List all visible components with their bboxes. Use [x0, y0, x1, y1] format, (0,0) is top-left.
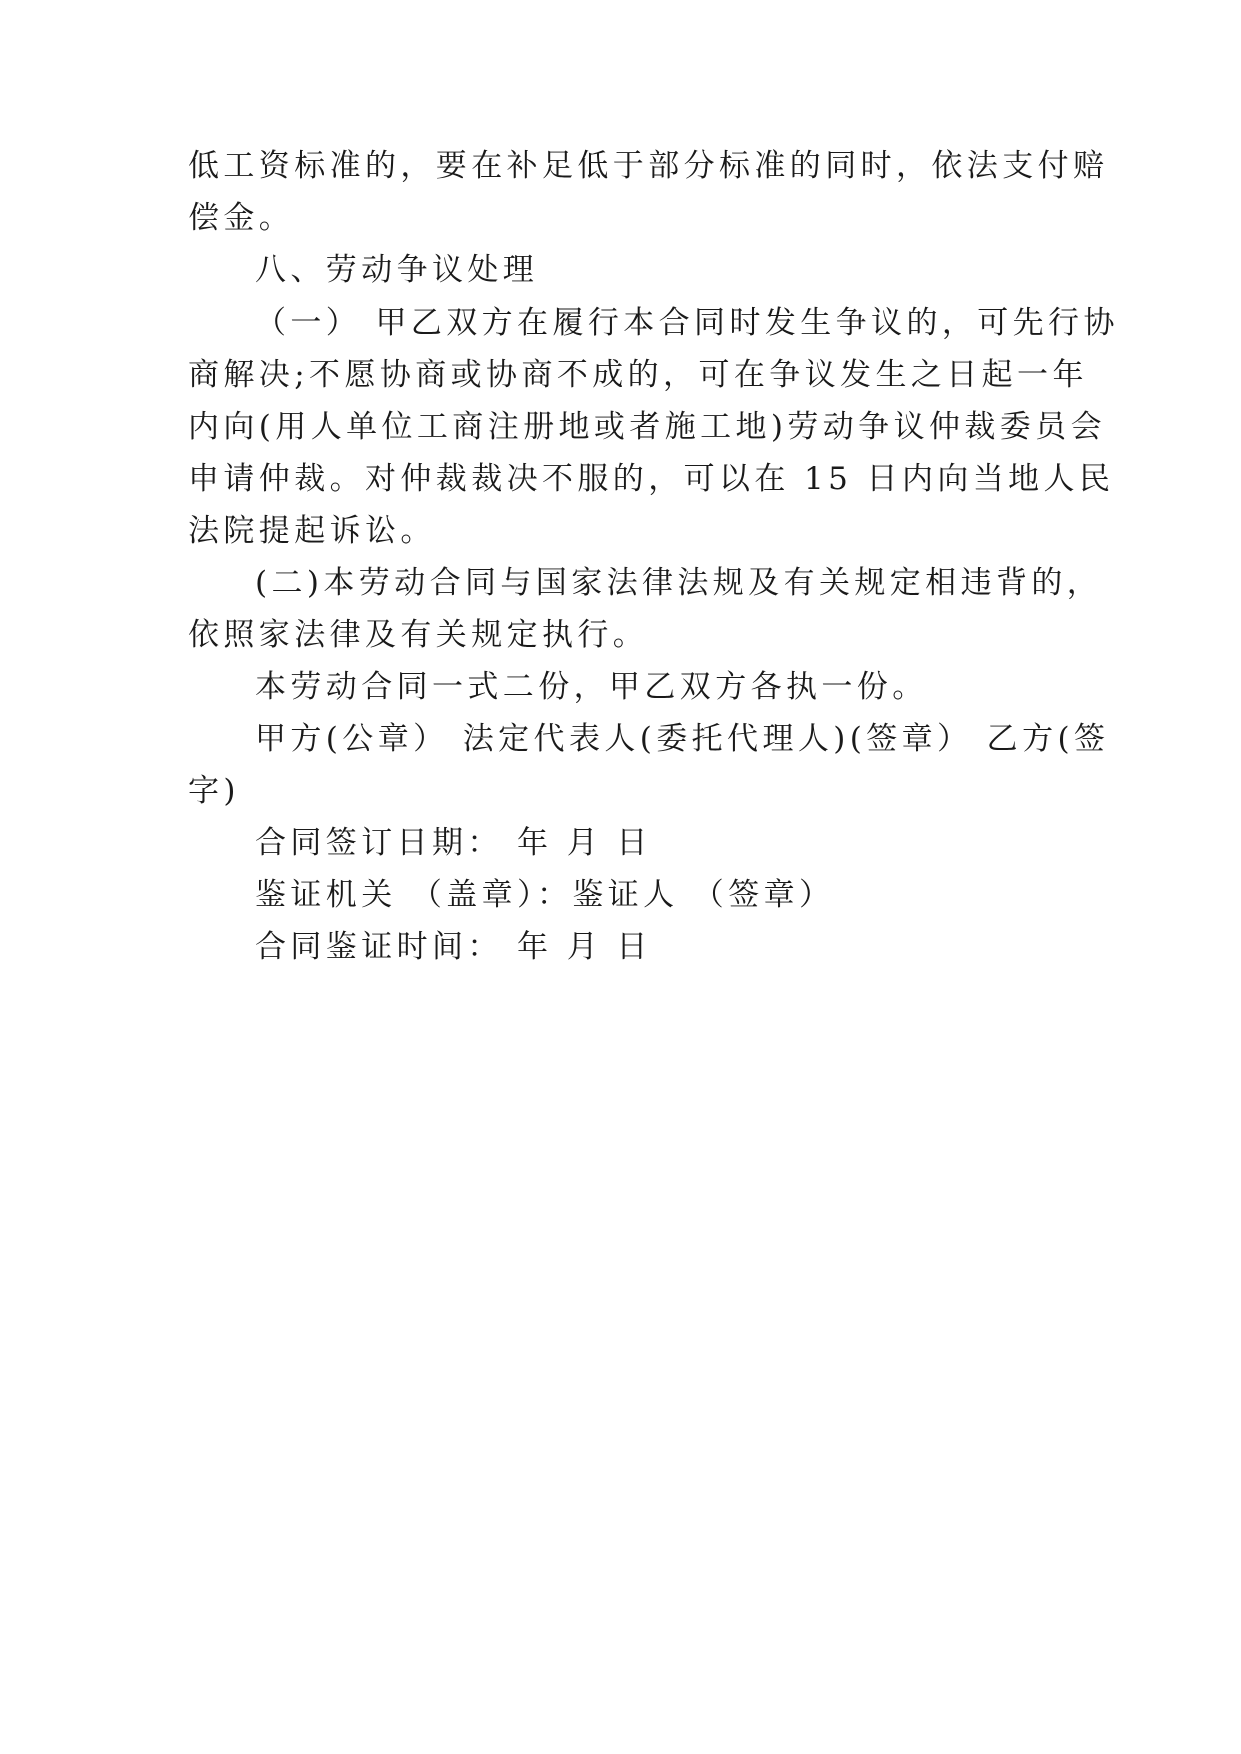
- clause-1-line-1: （一） 甲乙双方在履行本合同时发生争议的，可先行协: [255, 305, 1119, 341]
- authentication-date: 合同鉴证时间： 年 月 日: [255, 929, 652, 965]
- clause-2-line-2: 依照家法律及有关规定执行。: [188, 617, 649, 653]
- contract-sign-date: 合同签订日期： 年 月 日: [255, 825, 652, 861]
- clause-1-line-2: 商解决;不愿协商或协商不成的，可在争议发生之日起一年: [188, 357, 1088, 393]
- section-heading-labor-dispute: 八、劳动争议处理: [255, 252, 539, 288]
- copies-statement: 本劳动合同一式二份，甲乙双方各执一份。: [255, 669, 928, 705]
- paragraph-wage-compensation-line-1: 低工资标准的，要在补足低于部分标准的同时，依法支付赔: [188, 148, 1109, 184]
- authentication-authority: 鉴证机关 （盖章）：鉴证人 （签章）: [255, 877, 835, 913]
- clause-1-line-4: 申请仲裁。对仲裁裁决不服的，可以在 15 日内向当地人民: [188, 461, 1115, 497]
- clause-2-line-1: (二)本劳动合同与国家法律法规及有关规定相违背的，: [255, 565, 1103, 601]
- paragraph-wage-compensation-line-2: 偿金。: [188, 200, 295, 236]
- signature-parties-line-2: 字): [188, 773, 240, 809]
- signature-parties-line-1: 甲方(公章） 法定代表人(委托代理人)(签章） 乙方(签: [255, 721, 1110, 757]
- clause-1-line-3: 内向(用人单位工商注册地或者施工地)劳动争议仲裁委员会: [188, 409, 1106, 445]
- clause-1-line-5: 法院提起诉讼。: [188, 513, 436, 549]
